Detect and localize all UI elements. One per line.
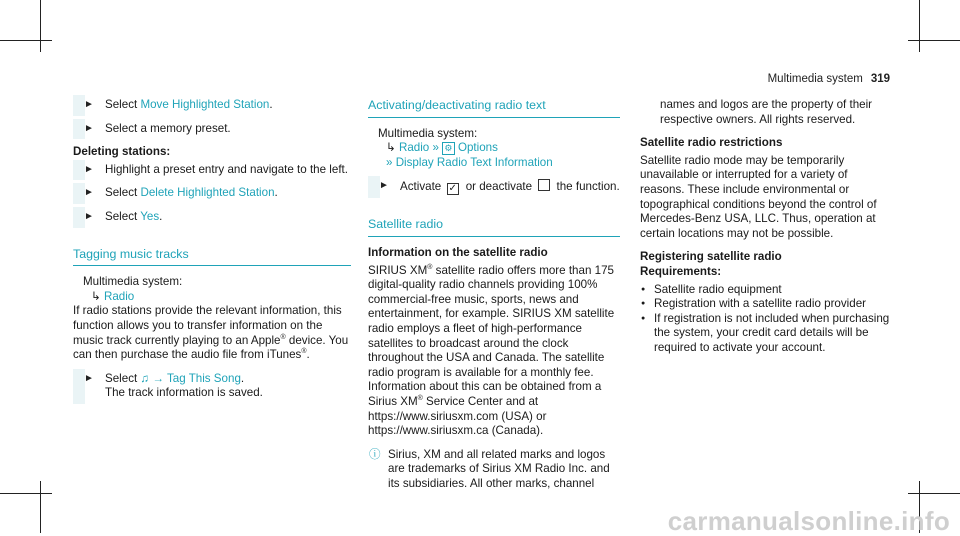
double-arrow-icon: » (386, 155, 393, 169)
subheading: Registering satellite radio (640, 250, 782, 264)
step-arrow-icon: ► (84, 187, 94, 199)
section-heading: Activating/deactivating radio text (368, 98, 620, 118)
section-heading: Satellite radio (368, 217, 620, 237)
menu-link[interactable]: Tag This Song (166, 371, 241, 385)
nav-arrow-icon: ↳ (91, 289, 101, 303)
step: ► Select Move Highlighted Station. (73, 98, 351, 113)
list-item: ● Registration with a satellite radio provider (641, 297, 867, 311)
step: ► Select Delete Highlighted Station. (73, 186, 351, 201)
menu-link[interactable]: Move Highlighted Station (140, 98, 270, 111)
subheading: Satellite radio restrictions (640, 136, 783, 150)
bullet-icon: ● (641, 300, 646, 308)
bullet-icon: ● (641, 285, 646, 293)
menu-link[interactable]: Radio (103, 289, 135, 303)
list-item: ● If registration is not included when purchasing the system, your credit card details will be required to activate your account. (641, 311, 890, 354)
nav-arrow-icon: ↳ (386, 141, 396, 155)
crop-mark (0, 40, 52, 41)
page-number: 319 (870, 73, 890, 85)
page-header (768, 72, 890, 87)
step-arrow-icon: ► (84, 122, 94, 134)
music-note-icon: ♫ (140, 371, 150, 385)
step-arrow-icon: ► (84, 163, 94, 175)
crop-mark (0, 493, 52, 494)
note: ⓘ Sirius, XM and all related marks and logos are trademarks of Sirius XM Radio Inc. and its subsidiaries. All other marks, channel (369, 447, 610, 490)
paragraph: Satellite radio mode may be temporarily unavailable or interrupted for a variety of reasons. These include environmental or topographical conditions beyond the control of Mercedes-Benz USA, LLC. Thus, operation at certain locations may not be possible. (640, 153, 877, 240)
double-arrow-icon: » (432, 141, 439, 155)
nav-path: Multimedia system: ↳ Radio (83, 275, 183, 303)
column-left (73, 98, 351, 410)
info-icon: ⓘ (369, 447, 381, 461)
paragraph: If radio stations provide the relevant information, this function allows you to transfer information on the music track currently playing to an Apple® device. You can then purchase the audio file from iTunes®. (73, 304, 349, 362)
nav-path: Multimedia system: ↳ Radio » ⚙ Options » Display Radio Text Information (378, 126, 553, 169)
step: ► Select a memory preset. (73, 122, 351, 137)
bullet-icon: ● (641, 314, 646, 322)
watermark: carmanualsonline.info (667, 506, 950, 536)
crop-mark (908, 40, 960, 41)
note-continued: names and logos are the property of their respective owners. All rights reserved. (660, 98, 873, 126)
subheading: Deleting stations: (73, 145, 171, 159)
crop-mark (908, 493, 960, 494)
paragraph: SIRIUS XM® satellite radio offers more than 175 digital-quality radio channels providing 100% commercial-free music, sports, news and entertainment, for example. SIRIUS XM satellite radio employs a fleet of high-performance satellites to broadcast around the clock throughout the USA and Canada. The satellite radio program is available for a monthly fee. Information about this can be obtained from a Sirius XM® Service Center and at https://www.siriusxm.com (USA) or https://www.siriusxm.ca (Canada). (368, 263, 615, 438)
step-arrow-icon: ► (84, 99, 94, 110)
subheading: Requirements: (640, 264, 722, 278)
step-arrow-icon: ► (379, 180, 389, 192)
step-arrow-icon: ► (84, 372, 94, 384)
column-right (640, 98, 890, 356)
subheading: Information on the satellite radio (368, 245, 548, 259)
step: ► Select ♫ → Tag This Song. The track information is saved. (73, 372, 351, 401)
step: ► Highlight a preset entry and navigate to the left. (73, 163, 351, 178)
step-result: The track information is saved. (105, 386, 263, 400)
step: ► Select Yes. (73, 210, 351, 225)
menu-link[interactable]: Display Radio Text Information (395, 155, 553, 169)
checkbox-checked-icon: ✓ (447, 183, 459, 195)
step: ► Activate ✓ or deactivate the function. (368, 179, 620, 195)
column-middle (368, 98, 620, 491)
section-heading: Tagging music tracks (73, 247, 351, 267)
menu-link[interactable]: Radio (398, 141, 430, 155)
settings-icon: ⚙ (442, 142, 455, 155)
crop-mark (40, 481, 41, 533)
menu-link[interactable]: Delete Highlighted Station (140, 186, 275, 200)
crop-mark (40, 0, 41, 52)
list-item: ● Satellite radio equipment (641, 282, 782, 296)
crop-mark (919, 0, 920, 52)
menu-link[interactable]: Yes (140, 209, 160, 223)
section-title: Multimedia system (767, 73, 863, 85)
checkbox-empty-icon (538, 179, 550, 191)
step-arrow-icon: ► (84, 210, 94, 222)
menu-link[interactable]: Options (457, 141, 498, 155)
